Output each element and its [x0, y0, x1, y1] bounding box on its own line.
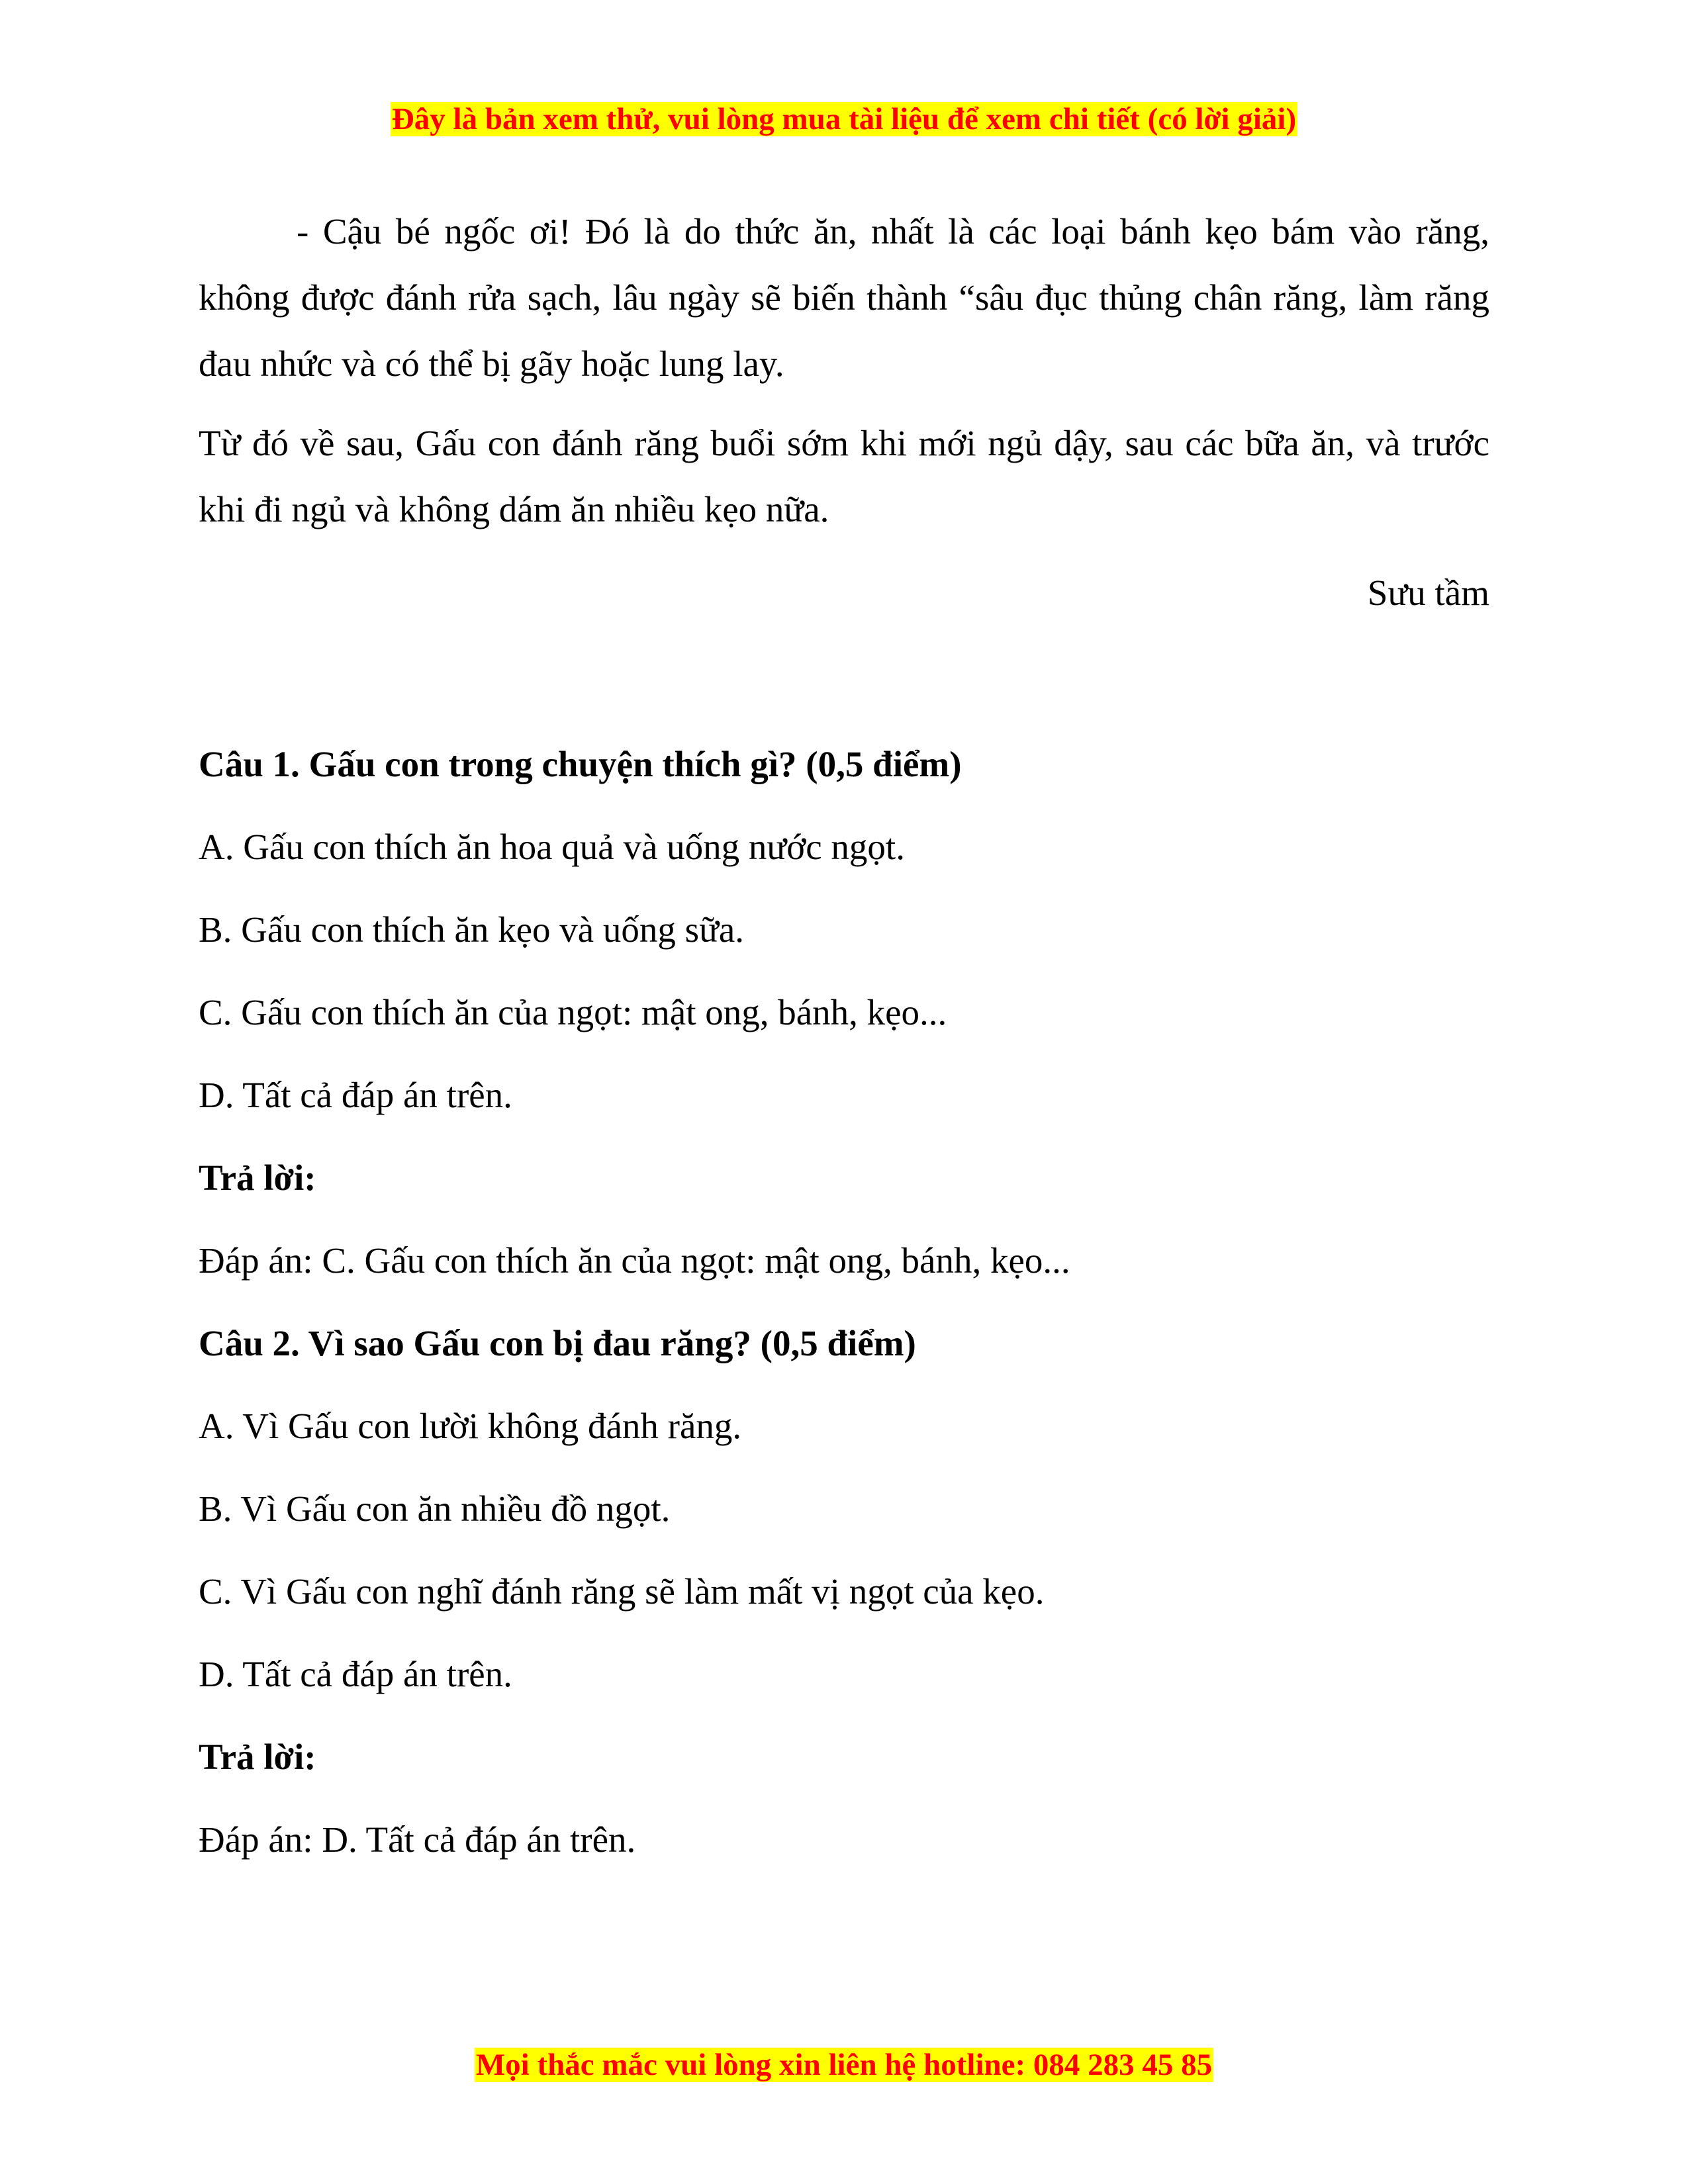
answer-text: Đáp án: D. Tất cả đáp án trên.	[199, 1819, 636, 1860]
question-option: A. Vì Gấu con lười không đánh răng.	[199, 1406, 742, 1446]
question-2	[199, 1322, 1489, 1862]
question-option: D. Tất cả đáp án trên.	[199, 1654, 512, 1694]
question-option: A. Gấu con thích ăn hoa quả và uống nước ngọt.	[199, 827, 905, 867]
story-paragraph-2: Từ đó về sau, Gấu con đánh răng buổi sớm khi mới ngủ dậy, sau các bữa ăn, và trước khi đi ngủ và không dám ăn nhiều kẹo nữa.	[199, 423, 1489, 529]
hotline-text: Mọi thắc mắc vui lòng xin liên hệ hotline: 084 283 45 85	[475, 2048, 1213, 2082]
question-option: B. Vì Gấu con ăn nhiều đồ ngọt.	[199, 1488, 671, 1529]
question-1	[199, 743, 1489, 1283]
answer-text: Đáp án: C. Gấu con thích ăn của ngọt: mật ong, bánh, kẹo...	[199, 1240, 1070, 1281]
answer-label: Trả lời:	[199, 1737, 316, 1777]
story-paragraph-1: - Cậu bé ngốc ơi! Đó là do thức ăn, nhất là các loại bánh kẹo bám vào răng, không được đánh rửa sạch, lâu ngày sẽ biến thành “sâu đục thủng chân răng, làm răng đau nhức và có thể bị gãy hoặc lung lay.	[199, 211, 1489, 384]
question-title: Câu 2. Vì sao Gấu con bị đau răng? (0,5 điểm)	[199, 1323, 916, 1363]
preview-notice-text: Đây là bản xem thử, vui lòng mua tài liệu để xem chi tiết (có lời giải)	[391, 102, 1297, 136]
hotline-banner	[0, 2045, 1688, 2085]
document-content	[199, 199, 1489, 1901]
question-option: C. Vì Gấu con nghĩ đánh răng sẽ làm mất vị ngọt của kẹo.	[199, 1571, 1045, 1612]
question-option: B. Gấu con thích ăn kẹo và uống sữa.	[199, 909, 745, 950]
story-source: Sưu tầm	[1367, 572, 1489, 613]
answer-label: Trả lời:	[199, 1158, 316, 1198]
question-title: Câu 1. Gấu con trong chuyện thích gì? (0,5 điểm)	[199, 744, 962, 784]
preview-notice-banner	[0, 99, 1688, 139]
question-option: C. Gấu con thích ăn của ngọt: mật ong, bánh, kẹo...	[199, 992, 947, 1032]
question-option: D. Tất cả đáp án trên.	[199, 1075, 512, 1115]
